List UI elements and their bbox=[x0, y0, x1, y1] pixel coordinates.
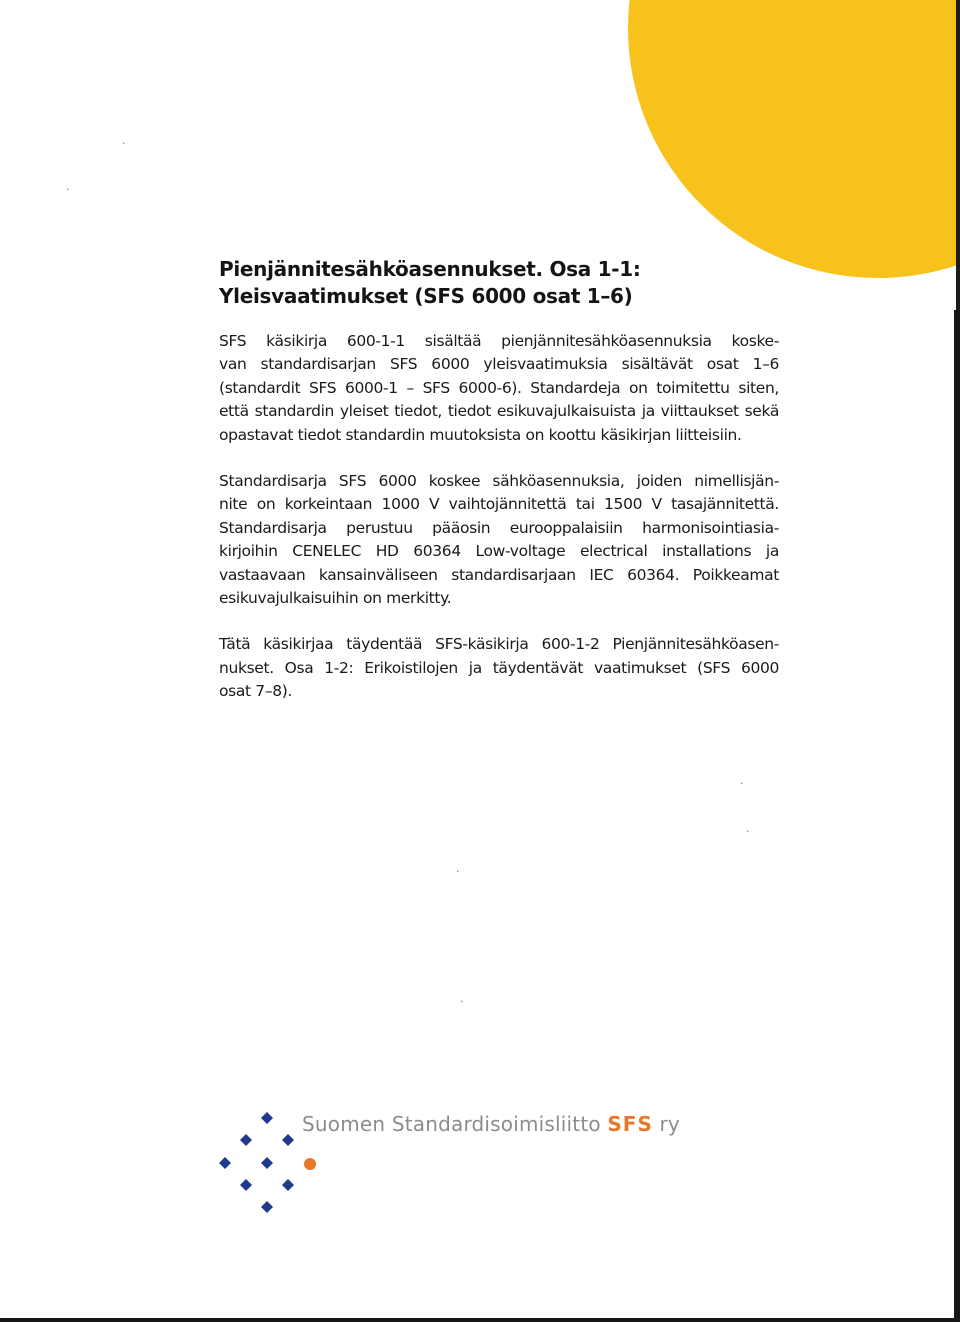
logo-diamond bbox=[219, 1157, 231, 1169]
text-line: SFS käsikirja 600-1-1 sisältää pienjännitesähköasennuksia koske- bbox=[219, 332, 779, 350]
yellow-circle-graphic bbox=[628, 0, 956, 278]
text-line: kirjoihin CENELEC HD 60364 Low-voltage electrical installations ja bbox=[219, 542, 779, 561]
publisher-full-name: Suomen Standardisoimisliitto bbox=[302, 1112, 601, 1136]
text-line: Tätä käsikirjaa täydentää SFS-käsikirja 600-1-2 Pienjännitesähköasen- bbox=[219, 635, 779, 654]
logo-diamond bbox=[261, 1201, 273, 1213]
text-line: opastavat tiedot standardin muutoksista on koottu käsikirjan liitteisiin. bbox=[219, 425, 742, 444]
scan-edge-bottom bbox=[0, 1318, 960, 1322]
book-title bbox=[219, 256, 641, 310]
book-title-line-1: Pienjännitesähköasennukset. Osa 1-1: bbox=[219, 257, 641, 281]
text-line: van standardisarjan SFS 6000 yleisvaatimuksia sisältävät osat 1–6 bbox=[219, 355, 779, 374]
scan-speck: · bbox=[460, 995, 464, 1008]
description-paragraph-1 bbox=[219, 330, 779, 447]
logo-diamond bbox=[261, 1157, 273, 1169]
logo-diamond bbox=[240, 1179, 252, 1191]
book-title-line-2: Yleisvaatimukset (SFS 6000 osat 1–6) bbox=[219, 284, 633, 308]
text-line: vastaavaan kansainväliseen standardisarjaan IEC 60364. Poikkeamat bbox=[219, 565, 779, 584]
logo-diamond bbox=[282, 1134, 294, 1146]
publisher-abbreviation: SFS bbox=[607, 1112, 653, 1136]
publisher-name bbox=[302, 1111, 680, 1137]
publisher-suffix: ry bbox=[659, 1112, 680, 1136]
text-line: osat 7–8). bbox=[219, 682, 293, 701]
scan-speck: · bbox=[66, 183, 70, 196]
scan-speck: · bbox=[740, 777, 744, 790]
logo-orange-dot bbox=[304, 1158, 316, 1170]
text-line: nukset. Osa 1-2: Erikoistilojen ja täydentävät vaatimukset (SFS 6000 bbox=[219, 658, 779, 677]
text-line: Standardisarja SFS 6000 koskee sähköasennuksia, joiden nimellisjän- bbox=[219, 472, 779, 491]
text-line: esikuvajulkaisuihin on merkitty. bbox=[219, 589, 452, 608]
scan-edge-right bbox=[954, 310, 960, 1322]
text-line: Standardisarja perustuu pääosin eurooppalaisiin harmonisointiasia- bbox=[219, 518, 779, 537]
text-line: että standardin yleiset tiedot, tiedot esikuvajulkaisuista ja viittaukset sekä bbox=[219, 402, 779, 421]
description-paragraph-2 bbox=[219, 470, 779, 610]
scan-speck: · bbox=[456, 865, 460, 878]
logo-diamond bbox=[261, 1112, 273, 1124]
description-text bbox=[219, 330, 779, 727]
logo-diamond bbox=[282, 1179, 294, 1191]
scan-speck: · bbox=[122, 137, 126, 150]
text-line: nite on korkeintaan 1000 V vaihtojännitettä tai 1500 V tasajännitettä. bbox=[219, 495, 779, 514]
text-line: (standardit SFS 6000-1 – SFS 6000-6). Standardeja on toimitettu siten, bbox=[219, 378, 779, 397]
description-paragraph-3 bbox=[219, 633, 779, 703]
logo-diamond bbox=[240, 1134, 252, 1146]
scan-speck: · bbox=[746, 825, 750, 838]
